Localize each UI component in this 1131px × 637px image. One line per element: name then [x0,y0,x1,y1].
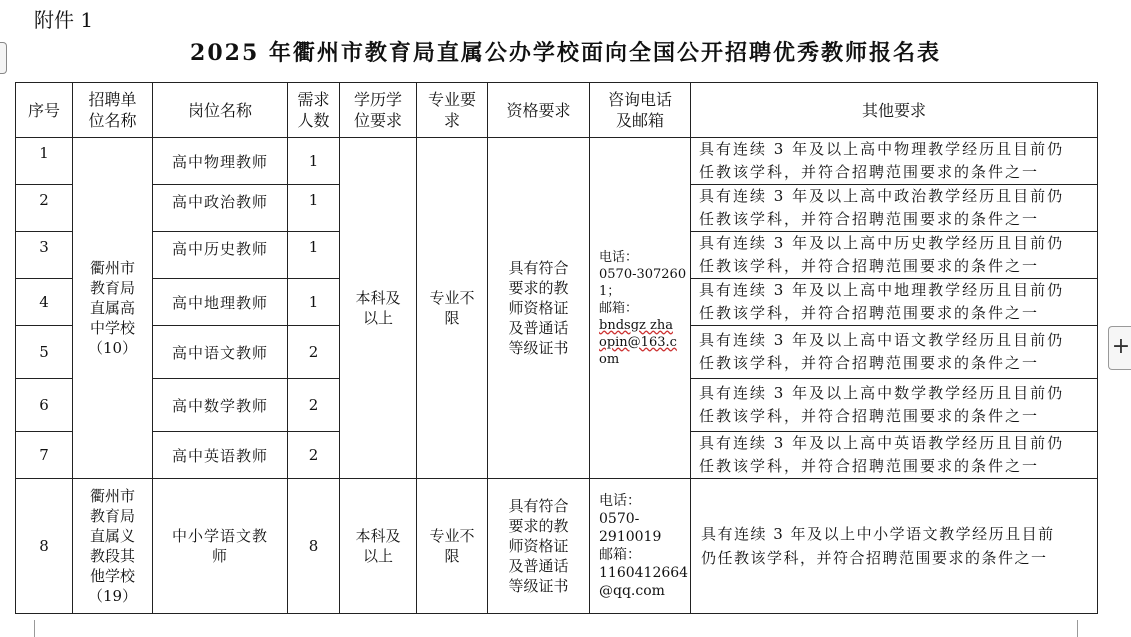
position-cell: 高中数学教师 [153,379,288,432]
other-cell: 具有连续 3 年及以上高中英语教学经历且目前仍 任教该学科，并符合招聘范围要求的条件之一 [691,432,1098,479]
header-count: 需求 人数 [288,83,340,138]
contact-cell-group1: 电话： 0570-3072601； 邮箱： bndsgz zha opin@163.c om [590,138,691,479]
count-cell: 1 [288,232,340,279]
major-cell-group1: 专业不 限 [417,138,488,479]
position-cell: 高中物理教师 [153,138,288,185]
email-text: bndsgz zha [599,317,673,333]
position-cell: 高中历史教师 [153,232,288,279]
seq-cell: 8 [16,479,73,614]
phone-text: 2910019 [599,529,662,545]
count-cell: 2 [288,432,340,479]
seq-cell: 3 [16,232,73,279]
seq-cell: 2 [16,185,73,232]
header-education: 学历学 位要求 [340,83,417,138]
table-row [16,138,1098,185]
other-cell: 具有连续 3 年及以上高中政治教学经历且目前仍 任教该学科，并符合招聘范围要求的条件之一 [691,185,1098,232]
position-cell: 高中英语教师 [153,432,288,479]
count-cell: 2 [288,326,340,379]
header-unit: 招聘单 位名称 [73,83,153,138]
email-text: 1160412664 [599,565,689,581]
seq-cell: 5 [16,326,73,379]
unit-cell-group1: 衢州市 教育局 直属高 中学校 （10） [73,138,153,479]
header-row [16,83,1098,138]
qualification-cell-group2: 具有符合 要求的教 师资格证 及普通话 等级证书 [488,479,590,614]
count-cell: 2 [288,379,340,432]
header-other: 其他要求 [691,83,1098,138]
qualification-cell-group1: 具有符合 要求的教 师资格证 及普通话 等级证书 [488,138,590,479]
phone-text: 0570-3072601； [599,266,687,299]
seq-cell: 6 [16,379,73,432]
page-edge-right [1077,620,1078,637]
count-cell: 1 [288,185,340,232]
seq-cell: 7 [16,432,73,479]
add-plus-icon[interactable]: + [1108,326,1131,370]
table-row [16,479,1098,614]
other-cell: 具有连续 3 年及以上高中数学教学经历且目前仍 任教该学科，并符合招聘范围要求的条件之一 [691,379,1098,432]
page-title: 2025 年衢州市教育局直属公办学校面向全国公开招聘优秀教师报名表 [190,40,941,66]
header-seq: 序号 [16,83,73,138]
header-qualification: 资格要求 [488,83,590,138]
header-contact: 咨询电话 及邮箱 [590,83,691,138]
education-cell-group2: 本科及 以上 [340,479,417,614]
count-cell: 1 [288,138,340,185]
count-cell: 8 [288,479,340,614]
header-position: 岗位名称 [153,83,288,138]
other-cell: 具有连续 3 年及以上高中语文教学经历且目前仍 任教该学科，并符合招聘范围要求的条件之一 [691,326,1098,379]
position-cell: 高中地理教师 [153,279,288,326]
other-cell: 具有连续 3 年及以上高中地理教学经历且目前仍 任教该学科，并符合招聘范围要求的条件之一 [691,279,1098,326]
major-cell-group2: 专业不 限 [417,479,488,614]
other-cell: 具有连续 3 年及以上高中物理教学经历且目前仍 任教该学科，并符合招聘范围要求的条件之一 [691,138,1098,185]
page-edge-left [34,620,35,637]
registration-table [15,82,1098,614]
other-cell: 具有连续 3 年及以上高中历史教学经历且目前仍 任教该学科，并符合招聘范围要求的条件之一 [691,232,1098,279]
education-cell-group1: 本科及 以上 [340,138,417,479]
attachment-label: 附件 1 [34,8,94,32]
position-cell: 高中语文教师 [153,326,288,379]
unit-cell-group2: 衢州市 教育局 直属义 教段其 他学校 （19） [73,479,153,614]
seq-cell: 4 [16,279,73,326]
position-cell: 中小学语文教 师 [153,479,288,614]
contact-cell-group2: 电话： 0570- 2910019 邮箱： 1160412664 @qq.com [590,479,691,614]
header-major: 专业要 求 [417,83,488,138]
count-cell: 1 [288,279,340,326]
position-cell: 高中政治教师 [153,185,288,232]
seq-cell: 1 [16,138,73,185]
other-cell: 具有连续 3 年及以上中小学语文教学经历且目前 仍任教该学科，并符合招聘范围要求的条件之一 [691,479,1098,614]
